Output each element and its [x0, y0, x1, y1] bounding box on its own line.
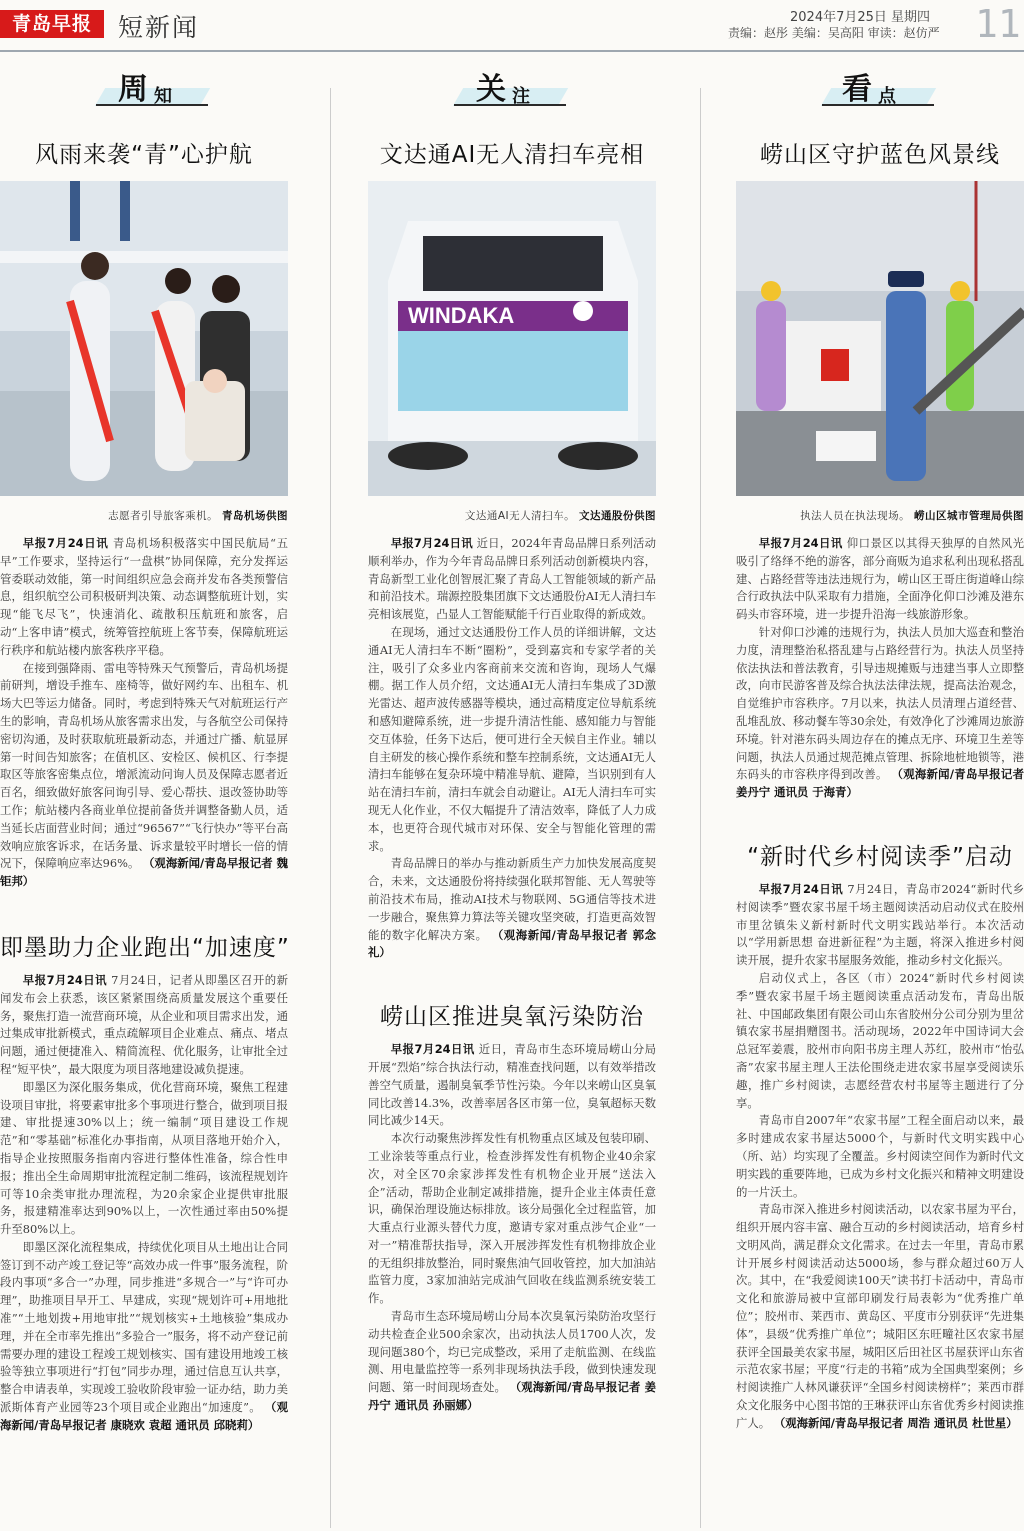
article-byline: （观海新闻/青岛早报记者 姜丹宁 通讯员 孙丽娜） — [368, 1380, 656, 1413]
paragraph: 青岛机场积极落实中国民航局“五早”工作要求，坚持运行“一盘棋”协同保障，充分发挥运管委联动效能，第一时间组织应急会商并发布各类预警信息，组织航空公司积极研判决策、动态调整航班计划，实现“能飞尽飞”，快速消化、疏散积压航班和旅客，启动“上客申请”模式，统筹管控航班上客节奏，保障航班运行秩序和航站楼内旅客秩序平稳。 — [0, 536, 288, 657]
paragraph: 7月24日，青岛市2024“新时代乡村阅读季”暨农家书屋千场主题阅读活动启动仪式在胶州市里岔镇朱义新村新时代文明实践站举行。本次活动以“学用新思想 奋进新征程”为主题，将深入推进乡村阅读开展，提升农家书屋服务效能，推动乡村文化振兴。 — [736, 881, 1024, 968]
column-divider — [700, 88, 701, 1528]
paragraph: 针对仰口沙滩的违规行为，执法人员加大巡查和整治力度，清理整治私搭乱建与占路经营行为。执法人员坚持依法执法和普法教育，引导违规摊贩与违建当事人立即整改，向市民游客普及综合执法法律法规，提高法治观念，自觉维护市容秩序。7月以来，执法人员清理占道经营、乱堆乱放、移动餐车等30余处，有效净化了沙滩周边旅游环境。针对港东码头周边存在的摊点无序、环境卫生差等问题，执法人员通过规范摊点管理、拆除地桩地锁等，港东码头的市容秩序得到改善。 — [736, 624, 1024, 782]
article-headline: 崂山区守护蓝色风景线 — [760, 142, 1000, 168]
article-lead: 早报7月24日讯 — [390, 536, 473, 550]
caption-text: 执法人员在执法现场。 — [800, 510, 911, 522]
page-number: 11 — [975, 2, 1021, 46]
article-headline: 风雨来袭“青”心护航 — [35, 142, 253, 168]
svg-text:WINDAKA: WINDAKA — [408, 303, 515, 328]
article-body — [0, 972, 288, 1435]
column-3 — [736, 60, 1024, 1433]
photo-caption — [0, 508, 288, 523]
photo-caption — [736, 508, 1024, 523]
tag-big-char: 看 — [842, 72, 872, 107]
paragraph: 即墨区深化流程集成，持续优化项目从土地出让合同签订到不动产竣工登记等“高效办成一件事”服务流程，阶段内事项“多合一”办理，同步推进“多规合一”与“许可办理”，助推项目早开工、早建成，实现“规划许可+用地批准”“土地划拨+用地审批”“规划核实+土地核验”集成办理，并在全市率先推出“多验合一”服务，将不动产登记前需要办理的建设工程竣工规划核实、国有建设用地竣工核验等独立事项进行“打包”同步办理，通过信息互认共享，整合申请表单，实现竣工验收阶段审验一证办结，助力美派斯体育产业园等23个项目或企业跑出“加速度”。 — [0, 1239, 288, 1415]
paragraph: 青岛市生态环境局崂山分局本次臭氧污染防治攻坚行动共检查企业500余家次，出动执法人员1700人次，发现问题380个，均已完成整改，采用了走航监测、在线监测、用电量监控等一系列非现场执法手段，做到快速发现问题、第一时间现场查处。 — [368, 1309, 656, 1395]
article-body — [368, 1041, 656, 1415]
tag-small-char: 知 — [154, 86, 172, 107]
caption-credit: 崂山区城市管理局供图 — [914, 510, 1024, 522]
section-tag — [368, 60, 656, 110]
photo-caption — [368, 508, 656, 523]
article-lead: 早报7月24日讯 — [22, 536, 109, 550]
article-lead: 早报7月24日讯 — [758, 536, 843, 550]
article-lead: 早报7月24日讯 — [758, 881, 844, 896]
section-tag — [736, 60, 1024, 110]
paragraph: 青岛市自2007年“农家书屋”工程全面启动以来，最多时建成农家书屋达5000个，与新时代文明实践中心（所、站）均实现了全覆盖。乡村阅读空间作为新时代文明实践的重要阵地，已成为乡村文化振兴和精神文明建设的一片沃土。 — [736, 1113, 1024, 1199]
paragraph: 启动仪式上，各区（市）2024“新时代乡村阅读季”暨农家书屋千场主题阅读重点活动发布，青岛出版社、中国邮政集团有限公司山东省胶州分公司分别为里岔镇农家书屋捐赠图书。活动现场，2022年中国诗词大会总冠军姜震，胶州市向阳书房主理人苏红，胶州市“怡弘斋”农家书屋主理人王法伦围绕走进农家书屋享受阅读乐趣，推广乡村阅读，志愿经营农村书屋等主题进行了分享。 — [736, 970, 1024, 1110]
caption-credit: 青岛机场供图 — [222, 510, 288, 522]
paragraph: 即墨区为深化服务集成，优化营商环境，聚焦工程建设项目审批，将要素审批多个事项进行整合，做到项目报建、审批提速30%以上；统一编制“项目建设工作规范”和“零基础”标准化办事指南，从项目落地开始介入，指导企业按照服务指南内容进行整体性准备，综合性申报；推出全生命周期审批流程定制二维码，该流程规划许可等10余类审批办理流程，为20余家企业提供审批服务，报建精准率达到90%以上，一次性通过率由50%提升至80%以上。 — [0, 1079, 288, 1237]
article-body — [0, 535, 288, 891]
article-headline: 崂山区推进臭氧污染防治 — [380, 1004, 644, 1031]
section-name: 短新闻 — [118, 13, 200, 42]
caption-text: 文达通AI无人清扫车。 — [464, 510, 576, 522]
article-headline: “新时代乡村阅读季”启动 — [747, 843, 1013, 870]
article-byline: （观海新闻/青岛早报记者 姜丹宁 通讯员 于海青） — [736, 767, 1024, 800]
tag-small-char: 注 — [512, 86, 530, 107]
article-photo — [0, 181, 288, 496]
article-byline: （观海新闻/青岛早报记者 周浩 通讯员 杜世星） — [773, 1415, 1018, 1430]
tag-small-char: 点 — [878, 86, 896, 107]
caption-text: 志愿者引导旅客乘机。 — [108, 510, 219, 522]
article-body — [736, 535, 1024, 802]
paragraph: 本次行动聚焦涉挥发性有机物重点区域及包装印刷、工业涂装等重点行业，检查涉挥发性有机物企业40余家次，对全区70余家涉挥发性有机物企业开展“送法入企”活动，帮助企业制定减排措施，提升企业主体责任意识，确保治理设施达标排放。该分局强化全过程监管，加大重点行业源头替代力度，邀请专家对重点涉气企业“一对一”精准帮扶指导，深入开展涉挥发性有机物排放企业的无组织排放整治，同时聚焦油气回收管控，加大加油站监管力度，3家加油站完成油气回收在线监测系统安装工作。 — [368, 1131, 656, 1306]
column-1 — [0, 60, 288, 1435]
article-headline: 文达通AI无人清扫车亮相 — [379, 142, 645, 168]
article-headline: 即墨助力企业跑出“加速度” — [0, 934, 290, 961]
paragraph: 在接到强降雨、雷电等特殊天气预警后，青岛机场提前研判，增设手推车、座椅等，做好网约车、出租车、机场大巴等运力储备。同时，考虑到特殊天气对航班运行产生的影响，青岛机场从旅客需求出发，与各航空公司保持密切沟通，及时获取航班最新动态，并通过广播、航显屏第一时间告知旅客；在值机区、安检区、候机区、行李提取区等旅客密集点位，增派流动问询人员及保障志愿者近百名，细致做好旅客问询引导、爱心帮扶、退改签协助等工作；航站楼内各商业单位提前备货并调整备勤人员，适当延长店面营业时间；通过“96567”“飞行快办”等平台高效响应旅客诉求，在话务量、诉求量较平时增长一倍的情况下，保障响应率达96%。 — [0, 660, 288, 871]
article-byline: （观海新闻/青岛早报记者 郭念礼） — [368, 927, 656, 960]
article-byline: （观海新闻/青岛早报记者 康晓欢 袁超 通讯员 邱晓莉） — [0, 1400, 288, 1432]
paragraph: 青岛品牌日的举办与推动新质生产力加快发展高度契合，未来，文达通股份将持续强化联邦智能、无人驾驶等前沿技术布局，推动AI技术与物联网、5G通信等技术进一步融合，聚焦算力算法等关键攻坚突破，打造更高效智能的数字化解决方案。 — [368, 856, 656, 942]
article-photo — [736, 181, 1024, 496]
issue-date: 2024年7月25日 星期四 — [790, 10, 931, 25]
column-divider — [330, 88, 331, 1528]
editor-credits: 责编：赵彤 美编：吴高阳 审读：赵仿严 — [728, 26, 940, 40]
article-photo — [368, 181, 656, 496]
column-2 — [368, 60, 656, 1415]
paragraph: 近日，青岛市生态环境局崂山分局开展“烈焰”综合执法行动，精准查找问题，以有效举措改善空气质量，遏制臭氧季节性污染。今年以来崂山区臭氧同比改善14.3%，改善率居各区市第一位，臭氧超标天数同比减少14天。 — [368, 1042, 656, 1128]
article-lead: 早报7月24日讯 — [22, 972, 108, 987]
paragraph: 近日，2024年青岛品牌日系列活动顺利举办，作为今年青岛品牌日系列活动创新模块内容，青岛新型工业化创智展汇聚了青岛人工智能领域的新产品和前沿技术。瑞源控股集团旗下文达通股份AI无人清扫车亮相该展览，凸显人工智能赋能千行百业取得的新成效。 — [368, 536, 657, 622]
paragraph: 在现场，通过文达通股份工作人员的详细讲解，文达通AI无人清扫车不断“圈粉”，受到嘉宾和专家学者的关注，吸引了众多业内客商前来交流和咨询，现场人气爆棚。据工作人员介绍，文达通AI无人清扫车集成了3D激光雷达、超声波传感器等模块，通过高精度定位导航系统和感知避障系统，进一步提升清洁性能、感知能力与智能交互体验，任务下达后，便可进行全天候自主作业。辅以自主研发的核心操作系统和整车控制系统，文达通AI无人清扫车能够在复杂环境中精准导航、避障，当识别到有人站在清扫车前，清扫车就会自动避让。AI无人清扫车可实现无人化作业，不仅大幅提升了清洁效率，降低了人力成本，也更符合现代城市对环保、安全与智能化管理的需求。 — [368, 624, 656, 853]
paragraph: 仰口景区以其得天独厚的自然风光吸引了络绎不绝的游客，部分商贩为追求私利出现私搭乱建、占路经营等违法违规行为，崂山区王哥庄街道峰山综合行政执法中队采取有力措施，全面净化仰口沙滩及港东码头市容环境，进一步提升沿海一线旅游形象。 — [736, 536, 1024, 622]
tag-big-char: 关 — [476, 72, 506, 107]
article-body — [368, 535, 656, 962]
paragraph: 青岛市深入推进乡村阅读活动，以农家书屋为平台，组织开展内容丰富、融合互动的乡村阅读活动，培育乡村文明风尚，满足群众文化需求。在过去一年里，青岛市累计开展乡村阅读活动达5000场，参与群众超过60万人次。其中，在“我爱阅读100天”读书打卡活动中，青岛市文化和旅游局被中宣部印刷发行局表彰为“优秀推广单位”；胶州市、莱西市、黄岛区、平度市分别获评“先进集体”，县级“优秀推广单位”；城阳区东旺疃社区农家书屋获评全国最美农家书屋，城阳区后田社区书屋获评山东省示范农家书屋；平度“行走的书箱”成为全国典型案例；乡村阅读推广人林风谦获评“全国乡村阅读榜样”；莱西市群众文化服务中心图书馆的王琳获评山东省优秀乡村阅读推广人。 — [736, 1202, 1024, 1430]
article-body — [736, 881, 1024, 1433]
newspaper-logo: 青岛早报 — [0, 10, 104, 38]
paragraph: 7月24日，记者从即墨区召开的新闻发布会上获悉，该区紧紧围绕高质量发展这个重要任务，聚焦打造一流营商环境，从企业和项目需求出发，通过集成审批新模式，重点疏解项目企业难点、痛点、堵点问题，通过便捷准入、精简流程、优化服务，让审批全过程“短平快”，最大限度为项目落地建设减负提速。 — [0, 972, 289, 1076]
masthead — [0, 0, 1024, 52]
section-tag — [0, 60, 288, 110]
article-byline: （观海新闻/青岛早报记者 魏钜邦） — [0, 856, 288, 889]
tag-big-char: 周 — [118, 72, 148, 107]
article-lead: 早报7月24日讯 — [390, 1042, 475, 1057]
caption-credit: 文达通股份供图 — [579, 510, 656, 522]
